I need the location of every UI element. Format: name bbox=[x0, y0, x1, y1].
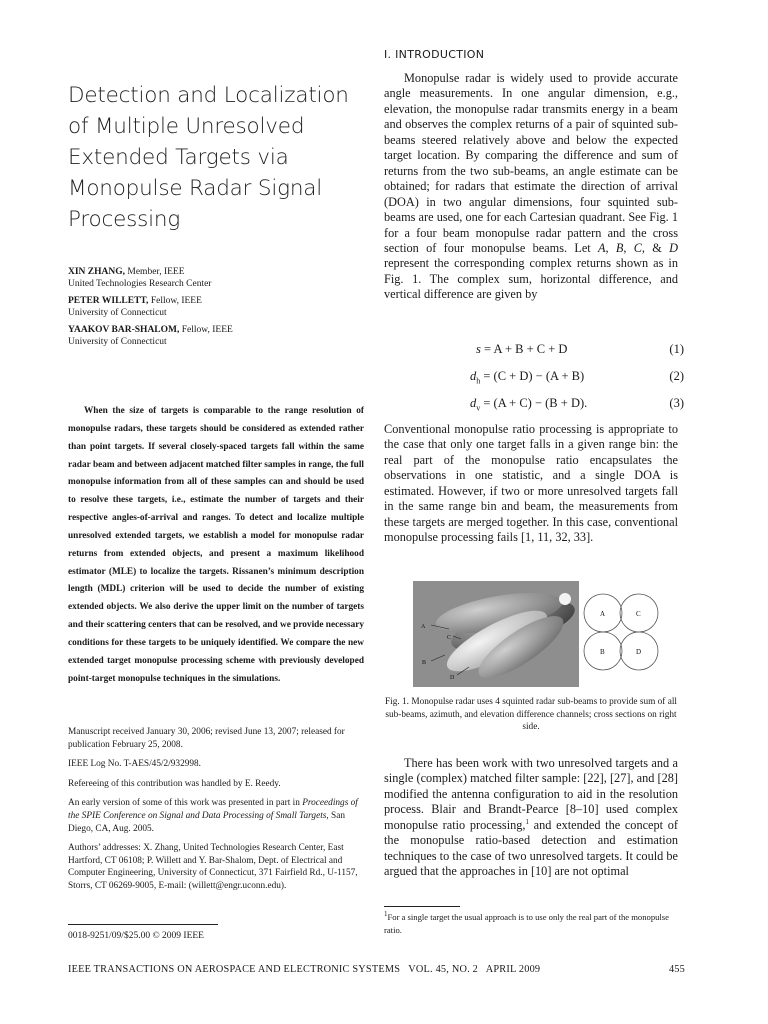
eq-rhs: = (C + D) − (A + B) bbox=[480, 369, 585, 383]
intro-paragraph: Monopulse radar is widely used to provide accurate angle measurements. In one angular dimension, e.g., elevation, the monopulse radar transmits energy in a beam and observes the complex returns of a pair of squinted sub-beams steered relatively above and below the expected target location. By comparing the difference and sum of returns from the two sub-beams, an angle estimate can be obtained; for radars that estimate the direction of arrival (DOA) in two angular dimensions, four squinted sub-beams are used, one for each Cartesian quadrant. See Fig. 1 for a four beam monopulse radar pattern and the cross section of four monopulse beams. Let A, B, C, & D represent the corresponding complex returns shown as in Fig. 1. The complex sum, horizontal difference, and vertical difference are given by bbox=[384, 71, 678, 302]
early-version-note bbox=[68, 797, 364, 835]
paper-title: Detection and Localization of Multiple Unresolved Extended Targets via Monopulse Radar Signal Processing bbox=[68, 83, 349, 232]
paragraph-prior-work bbox=[384, 756, 678, 880]
author-grade: Fellow, IEEE bbox=[179, 325, 233, 335]
figure-1 bbox=[413, 581, 659, 687]
var-b: B bbox=[615, 240, 624, 255]
eq-lhs: d bbox=[470, 396, 477, 410]
author-entry bbox=[68, 296, 368, 319]
eq-subscript: h bbox=[476, 376, 481, 386]
author-list bbox=[68, 267, 368, 354]
title-block bbox=[68, 80, 368, 235]
figure-caption: Fig. 1. Monopulse radar uses 4 squinted radar sub-beams to provide sum of all sub-beams, azimuth, and elevation difference channels; cross sections on right side. bbox=[384, 697, 678, 732]
var-a: A bbox=[598, 240, 606, 255]
circle-label-a: A bbox=[600, 610, 606, 618]
author-addresses: Authors’ addresses: X. Zhang, United Technologies Research Center, East Hartford, CT 06108; P. Willett and Y. Bar-Shalom, Dept. of Electrical and Computer Engineering, University of Connecticut, 371 Fairfield Rd., U-1157, Storrs, CT 06269-9005, E-mail: (willett@engr.uconn.edu). bbox=[68, 843, 358, 891]
prior-work-text: and extended the concept of the monopulse ratio-based detection and estimation techniques to the case of two unresolved targets. It could be argued that the approaches in [10] are not optimal bbox=[384, 817, 678, 879]
copyright-line: 0018-9251/09/$25.00 © 2009 IEEE bbox=[68, 931, 204, 941]
eq-lhs: s bbox=[476, 342, 481, 356]
beam-pattern-image bbox=[413, 581, 579, 687]
author-grade: Member, IEEE bbox=[125, 267, 185, 277]
author-affiliation: United Technologies Research Center bbox=[68, 278, 212, 289]
eq-lhs: d bbox=[470, 369, 477, 383]
footnote bbox=[384, 911, 678, 937]
early-version-venue: Proceedings of the SPIE Conference on Signal and Data Processing of Small Targets bbox=[68, 798, 358, 821]
circle-label-b: B bbox=[600, 648, 605, 656]
equation-number: (1) bbox=[669, 342, 684, 356]
var-c: C bbox=[633, 240, 642, 255]
author-entry bbox=[68, 325, 368, 348]
first-page-notes bbox=[68, 726, 364, 900]
eq-rhs: = (A + C) − (B + D). bbox=[480, 396, 588, 410]
early-version-suffix: , San Diego, CA, Aug. 2005. bbox=[68, 810, 346, 834]
prior-work-text: There has been work with two unresolved targets and a single (complex) matched filter sample: [22], [27], and [28] modified the antenna configuration to aid in the resolution process. Blair and Brandt-Pearce [8–10] used complex monopulse ratio processing, bbox=[384, 756, 678, 832]
intro-text: represent the corresponding complex returns shown as in Fig. 1. The complex sum, horizontal difference, and vertical difference are given by bbox=[384, 256, 678, 302]
circle-label-d: D bbox=[636, 648, 642, 656]
equation-3 bbox=[470, 396, 587, 413]
beam-label-c: C bbox=[447, 635, 452, 641]
equation-number: (3) bbox=[669, 396, 684, 410]
beam-label-d: D bbox=[450, 675, 455, 681]
radar-source bbox=[559, 593, 571, 605]
equation-1 bbox=[476, 342, 567, 357]
log-number: IEEE Log No. T-AES/45/2/932998. bbox=[68, 759, 201, 770]
beam-label-b: B bbox=[422, 660, 427, 666]
abstract: When the size of targets is comparable to the range resolution of monopulse radars, these targets should be considered as extended rather than point targets. If several closely-spaced targets fall within the same radar beam and between adjacent matched filter samples in range, the full monopulse information from all of these samples can and should be used to resolve these targets, i.e., estimate the number of targets and their respective angles-of-arrival and ranges. To detect and localize multiple unresolved extended targets, we establish a model for monopulse radar returns from extended objects, and present a maximum likelihood estimator (MLE) to localize the targets. Rissanen’s minimum description length (MDL) criterion will be used to decide the number of existing extended objects. We also derive the upper limit on the number of targets and their scattering centers that can be resolved, and we provide necessary conditions for these targets to be uniquely identified. We compare the new extended target monopulse processing scheme with previously developed point-target monopulse techniques in the simulations. bbox=[68, 406, 364, 684]
intro-text: Monopulse radar is widely used to provide accurate angle measurements. In one angular dimension, e.g., elevation, the monopulse radar transmits energy in a beam and observes the complex returns of a pair of squinted sub-beams steered relatively above and below the expected target location. By comparing the difference and sum of returns from the two sub-beams, an angle estimate can be obtained; for radars that estimate the direction of arrival (DOA) in two angular dimensions, four squinted sub-beams are used, one for each Cartesian quadrant. See Fig. 1 for a four beam monopulse radar pattern and the cross section of four monopulse beams. Let bbox=[384, 71, 678, 255]
equation-2 bbox=[470, 369, 584, 386]
author-name: YAAKOV BAR-SHALOM, bbox=[68, 325, 180, 335]
circle-label-c: C bbox=[636, 610, 641, 618]
page-number: 455 bbox=[668, 964, 685, 975]
author-entry bbox=[68, 267, 368, 290]
author-grade: Fellow, IEEE bbox=[148, 296, 202, 306]
author-name: XIN ZHANG, bbox=[68, 267, 126, 277]
early-version-prefix: An early version of some of this work was presented in part in bbox=[68, 798, 303, 809]
section-heading: I. INTRODUCTION bbox=[384, 48, 485, 61]
beam-label-a: A bbox=[421, 624, 426, 630]
var-d: D bbox=[669, 240, 678, 255]
footnote-divider bbox=[384, 906, 460, 907]
manuscript-note: Manuscript received January 30, 2006; revised June 13, 2007; released for publication February 25, 2008. bbox=[68, 727, 345, 750]
footnote-number: 1 bbox=[384, 910, 388, 919]
author-affiliation: University of Connecticut bbox=[68, 307, 167, 318]
eq-subscript: v bbox=[476, 403, 481, 413]
paragraph-conventional-processing: Conventional monopulse ratio processing is appropriate to the case that only one target falls in a given range bin: the real part of the monopulse ratio encapsulates the observations in one statistic, and a single DOA is estimated. However, if two or more unresolved targets fall in the same range bin and beam, the measurements from these targets are merged together. In this case, conventional monopulse processing fails [1, 11, 32, 33]. bbox=[384, 422, 678, 545]
cross-section-diagram bbox=[583, 591, 663, 675]
footnote-marker: 1 bbox=[525, 817, 530, 826]
eq-rhs: = A + B + C + D bbox=[480, 342, 568, 356]
equation-number: (2) bbox=[669, 369, 684, 383]
author-name: PETER WILLETT, bbox=[68, 296, 149, 306]
footnote-text: For a single target the usual approach is to use only the real part of the monopulse ratio. bbox=[384, 912, 669, 935]
refereeing-note: Refereeing of this contribution was handled by E. Reedy. bbox=[68, 778, 281, 789]
beam-pattern-drawing bbox=[413, 581, 579, 687]
divider bbox=[68, 924, 218, 925]
journal-line: IEEE TRANSACTIONS ON AEROSPACE AND ELECTRONIC SYSTEMS VOL. 45, NO. 2 APRIL 2009 bbox=[68, 964, 541, 975]
author-affiliation: University of Connecticut bbox=[68, 336, 167, 347]
